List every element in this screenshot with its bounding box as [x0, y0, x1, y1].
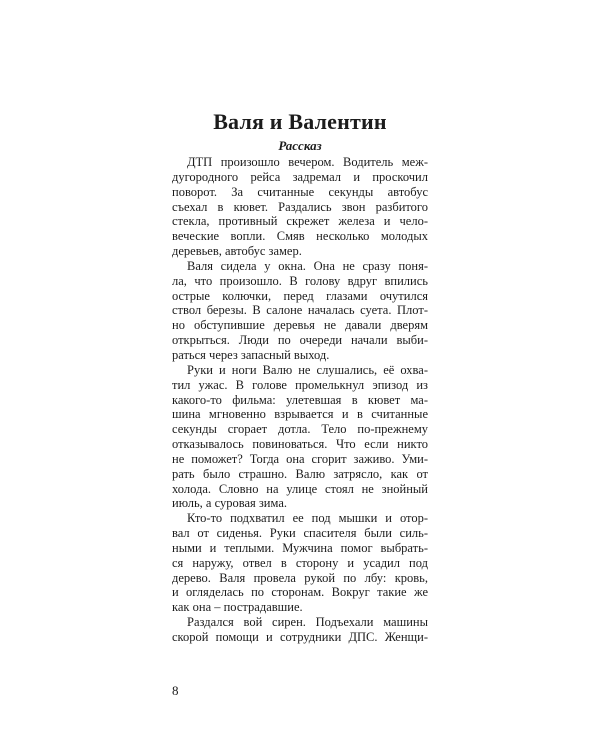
text-line: скорой помощи и сотрудники ДПС. Женщи- [172, 630, 428, 644]
paragraph-3 [172, 363, 428, 511]
text-line: ла, что произошло. В голову вдруг впились [172, 273, 428, 288]
text-line: острые колючки, перед глазами очутился [172, 288, 428, 303]
text-line: дугородного рейса задремал и проскочил [172, 169, 428, 184]
text-line: деревьев, автобус замер. [172, 244, 302, 259]
story-body [172, 155, 428, 645]
text-line: дерево. Валя провела рукой по лбу: кровь, [172, 570, 428, 585]
text-line: какого-то фильма: улетевшая в кювет ма- [172, 392, 428, 407]
text-line: Кто-то подхватил ее под мышки и отор- [187, 511, 428, 526]
text-line: Раздался вой сирен. Подъехали машины [187, 615, 428, 630]
story-title: Валя и Валентин [213, 109, 387, 134]
text-line: секунды сгорает дотла. Тело по-прежнему [172, 422, 428, 437]
text-line: вал от сиденья. Руки спасителя были силь- [172, 526, 428, 541]
text-line: ся наружу, отвел в сторону и усадил под [172, 555, 428, 570]
story-subtitle: Рассказ [278, 138, 322, 153]
text-line: отказывалось повиноваться. Что если никто [172, 437, 428, 452]
text-line: веческие вопли. Смяв несколько молодых [172, 229, 428, 244]
text-line: ДТП произошло вечером. Водитель меж- [187, 155, 428, 169]
text-line: тил ужас. В голове промелькнул эпизод из [172, 377, 428, 392]
page-number: 8 [172, 683, 179, 698]
text-line: рать было страшно. Валю затрясло, как от [172, 466, 428, 481]
paragraph-5 [172, 615, 428, 645]
text-line: как она – пострадавшие. [172, 600, 303, 615]
paragraph-1 [172, 155, 428, 259]
text-line: поворот. За считанные секунды автобус [172, 184, 428, 199]
text-line: съехал в кювет. Раздались звон разбитого [172, 199, 428, 214]
text-line: и огляделась по сторонам. Вокруг такие же [172, 585, 428, 600]
text-line: но обступившие деревья не давали дверям [172, 318, 428, 333]
text-line: ствол березы. В салоне началась суета. Плот- [172, 303, 428, 318]
text-line: холода. Словно на улице стоял не знойный [172, 481, 428, 496]
text-line: Валя сидела у окна. Она не сразу поня- [187, 258, 428, 273]
text-line: шина мгновенно взрывается и в считанные [172, 407, 428, 422]
text-line: Руки и ноги Валю не слушались, её охва- [187, 362, 428, 377]
paragraph-4 [172, 511, 428, 615]
text-line: раться через запасный выход. [172, 347, 330, 362]
paragraph-2 [172, 259, 428, 363]
text-line: открыться. Люди по очереди начали выби- [172, 333, 428, 348]
text-line: не поможет? Тогда она сгорит заживо. Уми- [172, 451, 428, 466]
text-line: июль, а суровая зима. [172, 496, 287, 511]
text-line: ными и теплыми. Мужчина помог выбрать- [172, 540, 428, 555]
text-line: стекла, противный скрежет железа и чело- [172, 214, 428, 229]
